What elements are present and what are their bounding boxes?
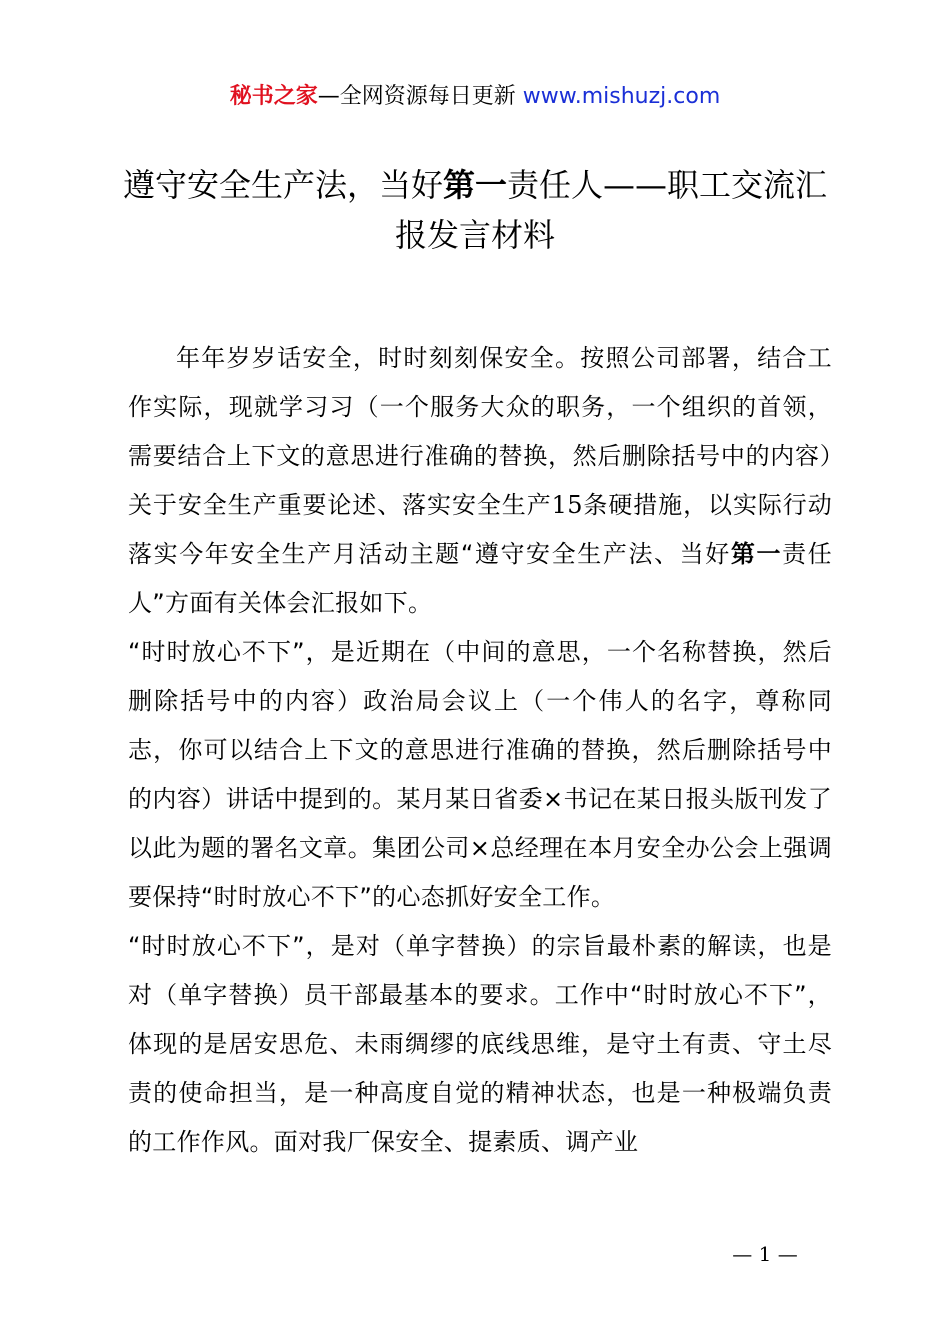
title-bold-part: 第一: [442, 166, 507, 204]
site-header: [0, 82, 950, 112]
brand-name: 秘书之家: [229, 84, 318, 109]
header-tagline: —全网资源每日更新: [317, 84, 523, 109]
site-url-link[interactable]: www.mishuzj.com: [522, 84, 721, 109]
paragraph-1-number: 15: [551, 491, 583, 519]
paragraph-3: “时时放心不下”，是对（单字替换）的宗旨最朴素的解读，也是对（单字替换）员干部最基本的要求。工作中“时时放心不下”，体现的是居安思危、未雨绸缪的底线思维，是守土有责、守土尽责的使命担当，是一种高度自觉的精神状态，也是一种极端负责的工作作风。面对我厂保安全、提素质、调产业: [128, 932, 832, 1156]
document-body: [128, 334, 832, 1167]
paragraph-1-text-c: 责任人”方面有关体会汇报如下。: [128, 540, 832, 617]
page-number: — 1 —: [732, 1242, 798, 1266]
paragraph-1-bold: 第一: [730, 540, 783, 568]
title-part-2: 责任人——职工交流汇报发言材料: [394, 166, 828, 254]
paragraph-2: “时时放心不下”，是近期在（中间的意思，一个名称替换，然后删除括号中的内容）政治局会议上（一个伟人的名字，尊称同志，你可以结合上下文的意思进行准确的替换，然后删除括号中的内容）讲话中提到的。某月某日省委×书记在某日报头版刊发了以此为题的署名文章。集团公司×总经理在本月安全办公会上强调要保持“时时放心不下”的心态抓好安全工作。: [128, 638, 832, 911]
paragraph-1: [128, 334, 832, 628]
document-title: [120, 160, 830, 260]
title-part-1: 遵守安全生产法，当好: [122, 166, 443, 204]
paragraph-1-text-a: 年年岁岁话安全，时时刻刻保安全。按照公司部署，结合工作实际，现就学习习（一个服务大众的职务，一个组织的首领，需要结合上下文的意思进行准确的替换，然后删除括号中的内容）关于安全生产重要论述、落实安全生产: [128, 344, 832, 519]
paragraph-1-text-b: 条硬措施，以实际行动落实今年安全生产月活动主题“遵守安全生产法、当好: [128, 491, 832, 568]
